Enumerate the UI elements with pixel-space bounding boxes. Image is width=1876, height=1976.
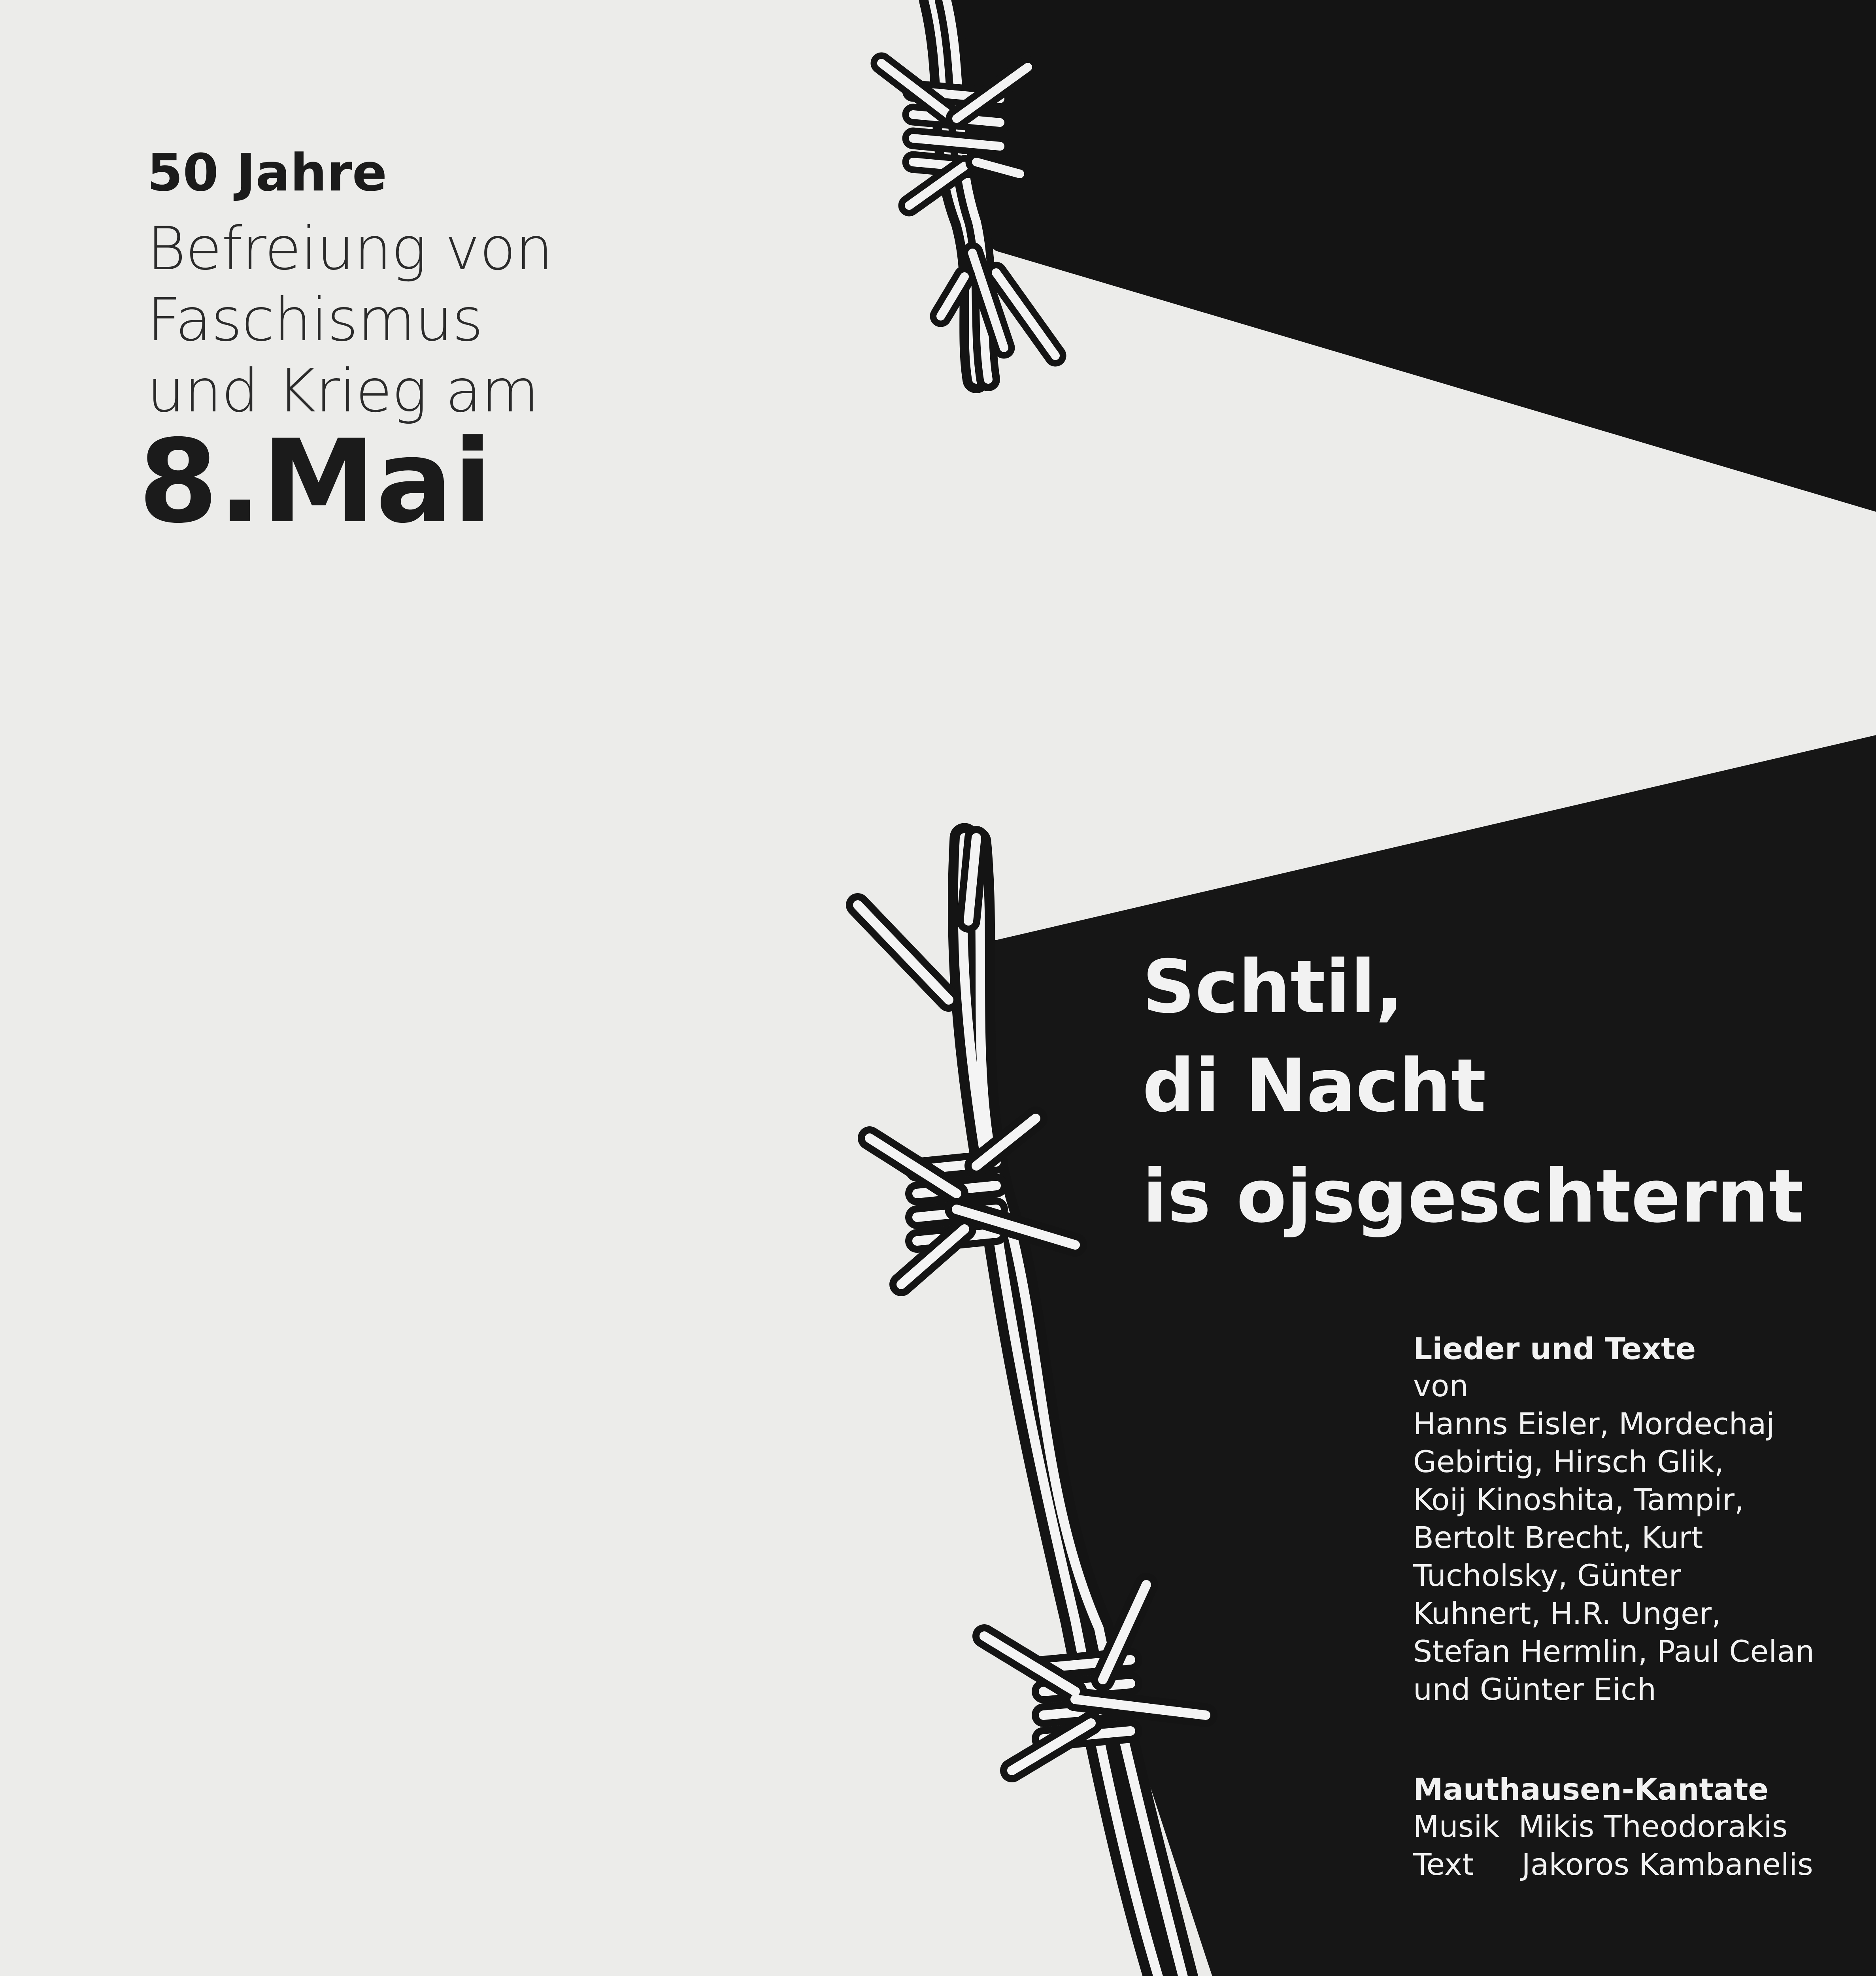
lieder-line: Koij Kinoshita, Tampir, — [1413, 1482, 1744, 1517]
headline-line-1: Schtil, — [1142, 944, 1404, 1029]
lieder-line: Hanns Eisler, Mordechaj — [1413, 1406, 1775, 1441]
lieder-line: Bertolt Brecht, Kurt — [1413, 1520, 1703, 1555]
lieder-line: Stefan Hermlin, Paul Celan — [1413, 1634, 1815, 1669]
top-subtitle-line-2: Faschismus — [147, 286, 483, 354]
lieder-line: von — [1413, 1368, 1468, 1403]
top-subtitle-line-1: Befreiung von — [147, 215, 553, 283]
anniversary-label: 50 Jahre — [147, 143, 387, 203]
lieder-title: Lieder und Texte — [1413, 1331, 1696, 1366]
lieder-line: Tucholsky, Günter — [1413, 1558, 1681, 1593]
headline-line-2: di Nacht — [1142, 1043, 1486, 1128]
lieder-line: Kuhnert, H.R. Unger, — [1413, 1596, 1721, 1631]
kantate-line: Musik Mikis Theodorakis — [1413, 1809, 1788, 1844]
top-subtitle-line-3: und Krieg am — [147, 357, 539, 426]
lieder-line: und Günter Eich — [1413, 1672, 1657, 1707]
lieder-line: Gebirtig, Hirsch Glik, — [1413, 1444, 1724, 1479]
lieder-block — [1413, 1331, 1815, 1712]
upper-black-wedge — [957, 0, 1876, 512]
kantate-title: Mauthausen-Kantate — [1413, 1772, 1769, 1807]
top-date: 8.Mai — [138, 415, 493, 549]
kantate-block — [1413, 1774, 1813, 1887]
headline-line-3: is ojsgeschternt — [1142, 1154, 1804, 1239]
kantate-line: Text Jakoros Kambanelis — [1413, 1847, 1813, 1882]
